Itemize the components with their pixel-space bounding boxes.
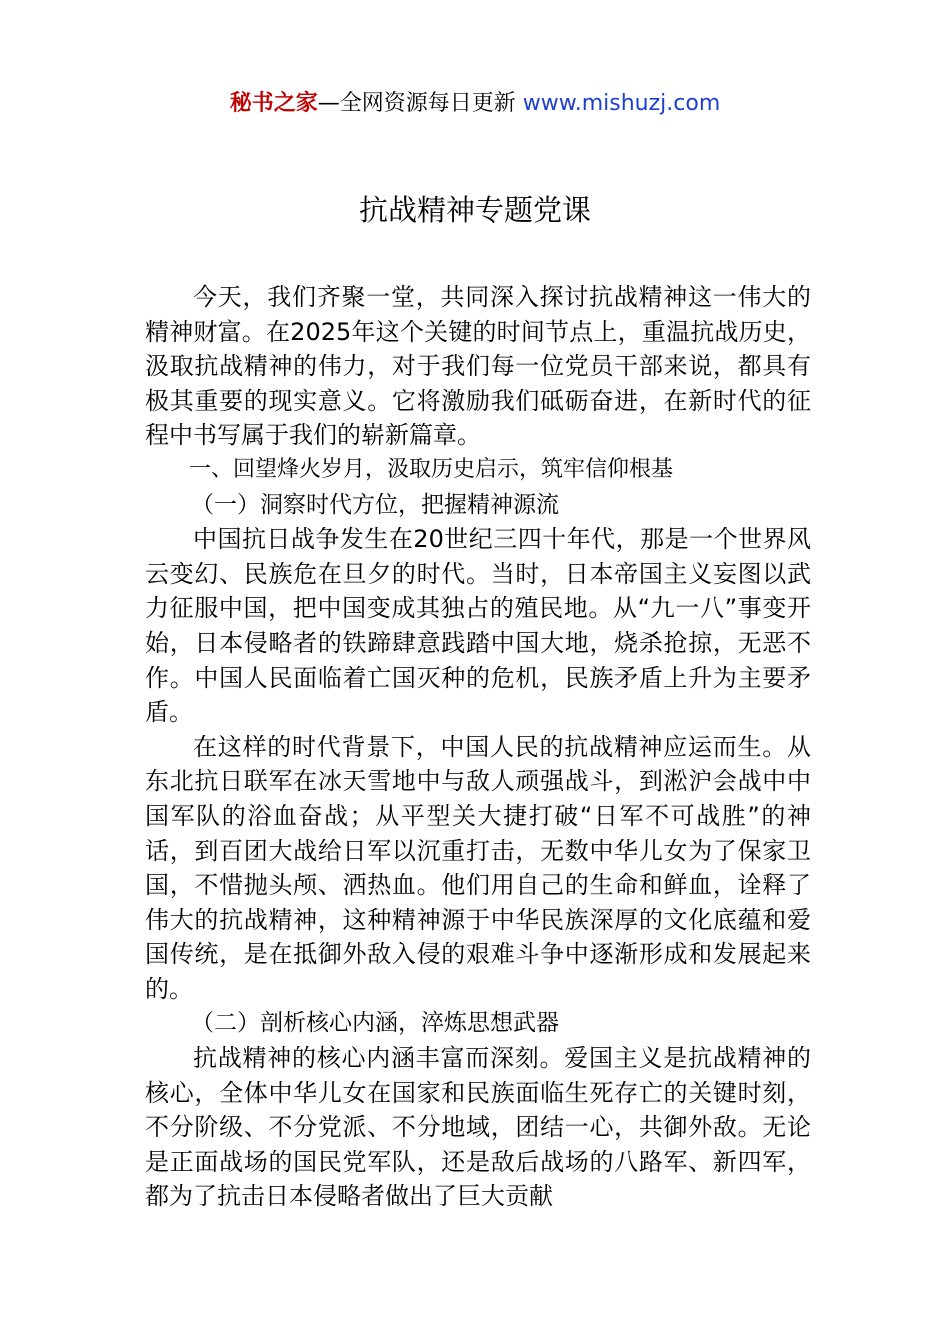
intro-paragraph: 今天，我们齐聚一堂，共同深入探讨抗战精神这一伟大的精神财富。在2025年这个关键的时间节点上，重温抗战历史，汲取抗战精神的伟力，对于我们每一位党员干部来说，都具有极其重要的现实意义。它将激励我们砥砺奋进，在新时代的征程中书写属于我们的崭新篇章。 [145, 283, 811, 450]
document-body [145, 280, 811, 1214]
body-paragraph-2: 在这样的时代背景下，中国人民的抗战精神应运而生。从东北抗日联军在冰天雪地中与敌人顽强战斗，到淞沪会战中中国军队的浴血奋战；从平型关大捷打破“日军不可战胜”的神话，到百团大战给日军以沉重打击，无数中华儿女为了保家卫国，不惜抛头颅、洒热血。他们用自己的生命和鲜血，诠释了伟大的抗战精神，这种精神源于中华民族深厚的文化底蕴和爱国传统，是在抵御外敌入侵的艰难斗争中逐渐形成和发展起来的。 [145, 732, 811, 1003]
body-paragraph-1: 中国抗日战争发生在20世纪三四十年代，那是一个世界风云变幻、民族危在旦夕的时代。当时，日本帝国主义妄图以武力征服中国，把中国变成其独占的殖民地。从“九一八”事变开始，日本侵略者的铁蹄肆意践踏中国大地，烧杀抢掠，无恶不作。中国人民面临着亡国灭种的危机，民族矛盾上升为主要矛盾。 [145, 525, 811, 727]
body-paragraph-3: 抗战精神的核心内涵丰富而深刻。爱国主义是抗战精神的核心，全体中华儿女在国家和民族面临生死存亡的关键时刻，不分阶级、不分党派、不分地域，团结一心，共御外敌。无论是正面战场的国民党军队，还是敌后战场的八路军、新四军，都为了抗击日本侵略者做出了巨大贡献 [145, 1044, 811, 1211]
site-header [0, 86, 950, 122]
section-heading-1: 一、回望烽火岁月，汲取历史启示，筑牢信仰根基 [189, 456, 674, 482]
site-tagline: —全网资源每日更新 [317, 91, 523, 116]
document-title: 抗战精神专题党课 [358, 193, 591, 227]
site-url-link[interactable]: www.mishuzj.com [522, 91, 721, 116]
site-brand: 秘书之家 [229, 91, 318, 116]
subsection-heading-1: （一）洞察时代方位，把握精神源流 [191, 491, 559, 518]
subsection-heading-2: （二）剖析核心内涵，淬炼思想武器 [191, 1010, 559, 1037]
